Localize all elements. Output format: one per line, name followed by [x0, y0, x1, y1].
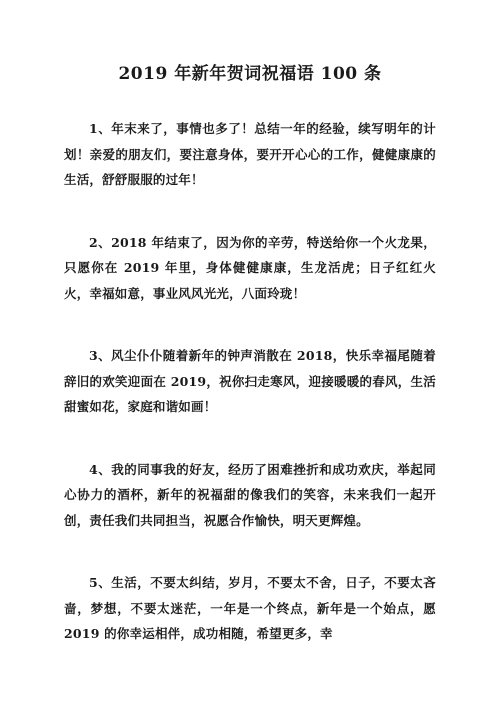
greeting-paragraph-3: 3、风尘仆仆随着新年的钟声消散在 2018，快乐幸福尾随着辞旧的欢笑迎面在 2019，祝你扫走寒风，迎接暖暖的春风，生活甜蜜如花，家庭和谐如画！: [64, 348, 436, 414]
greeting-paragraph-5: 5、生活，不要太纠结，岁月，不要太不舍，日子，不要太吝啬，梦想，不要太迷茫，一年是一个终点，新年是一个始点，愿 2019 的你幸运相伴，成功相随，希望更多，幸: [64, 575, 436, 641]
greeting-paragraph-2: 2、2018 年结束了，因为你的辛劳，特送给你一个火龙果，只愿你在 2019 年里，身体健健康康，生龙活虎；日子红红火火，幸福如意，事业风风光光，八面玲珑！: [64, 234, 436, 301]
document-title: 2019 年新年贺词祝福语 100 条: [118, 64, 382, 84]
greetings-list: [64, 116, 436, 647]
greeting-paragraph-4: 4、我的同事我的好友，经历了困难挫折和成功欢庆，举起同心协力的酒杯，新年的祝福甜的像我们的笑容，未来我们一起开创，责任我们共同担当，祝愿合作愉快，明天更辉煌。: [64, 461, 436, 528]
greeting-paragraph-1: 1、年末来了，事情也多了！总结一年的经验，续写明年的计划！亲爱的朋友们，要注意身体，要开开心心的工作，健健康康的生活，舒舒服服的过年！: [64, 121, 436, 187]
